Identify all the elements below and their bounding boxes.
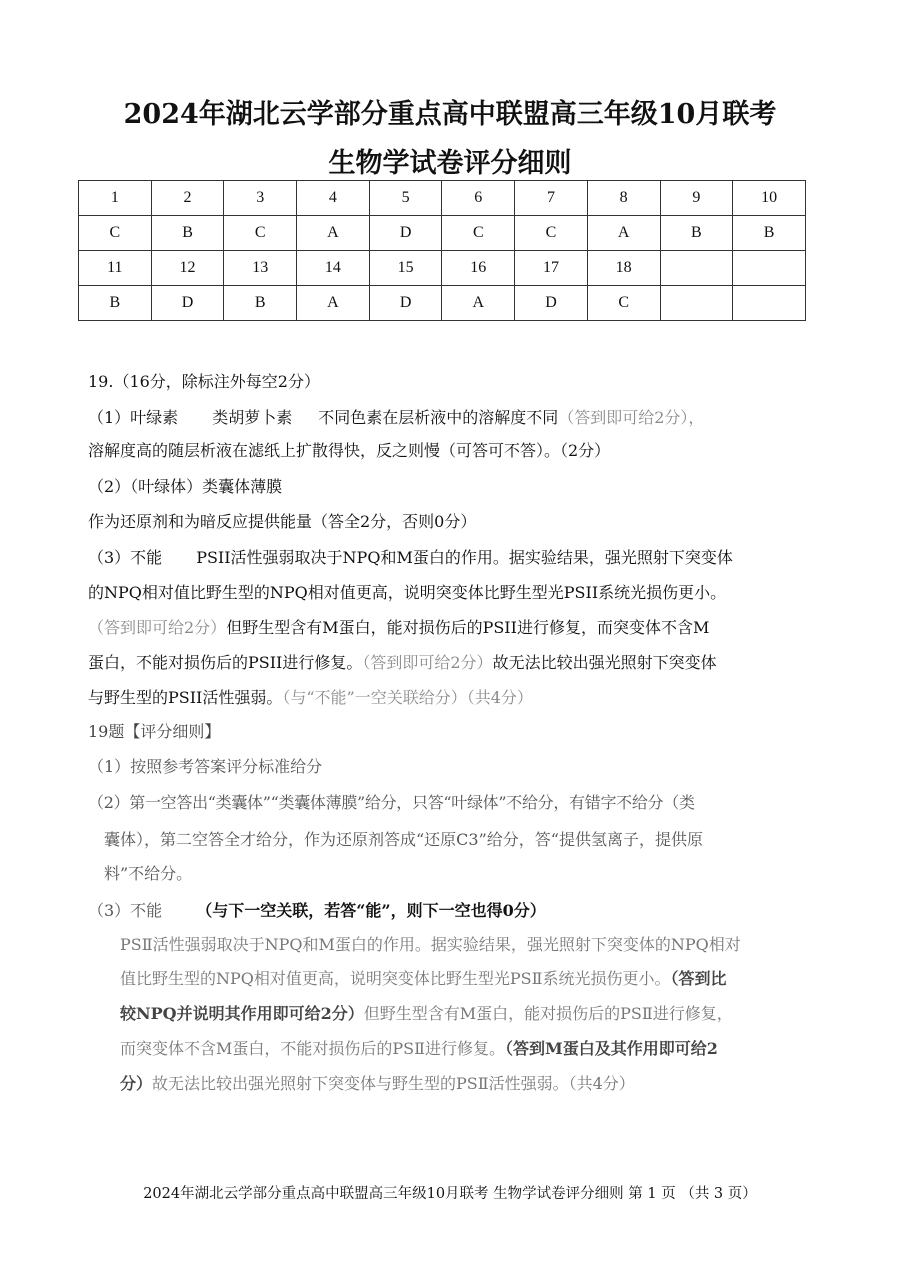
question-number-cell bbox=[660, 251, 733, 286]
q19-p1-line1 bbox=[88, 408, 704, 428]
answer-cell: A bbox=[297, 286, 370, 321]
rubric-3-note3: 较NPQ并说明其作用即可给2分） bbox=[120, 1004, 364, 1023]
answer-cell: A bbox=[442, 286, 515, 321]
q19-p3-note3: （与“不能”一空关联给分）（共4分） bbox=[282, 688, 533, 707]
rubric-3-note4: （答到M蛋白及其作用即可给2 bbox=[505, 1039, 718, 1058]
q19-p3-line4 bbox=[88, 653, 717, 673]
rubric-3-note2: （答到比 bbox=[670, 969, 727, 988]
question-number-cell: 16 bbox=[442, 251, 515, 286]
question-number-cell: 6 bbox=[442, 181, 515, 216]
answer-row bbox=[79, 216, 806, 251]
document-title: 2024年湖北云学部分重点高中联盟高三年级10月联考 bbox=[123, 99, 777, 130]
question-number-cell: 11 bbox=[79, 251, 152, 286]
q19-p3-line1 bbox=[88, 548, 733, 568]
answer-cell: C bbox=[224, 216, 297, 251]
q19-heading: 19.（16分，除标注外每空2分） bbox=[88, 372, 320, 391]
rubric-item-3-line4 bbox=[120, 1039, 718, 1059]
rubric-item-3-line5 bbox=[120, 1074, 635, 1094]
question-number-cell: 9 bbox=[660, 181, 733, 216]
rubric-item-3-note: （与下一空关联，若答“能”，则下一空也得0分） bbox=[196, 901, 546, 920]
rubric-heading: 19题【评分细则】 bbox=[88, 722, 221, 741]
q19-p3-note1: （答到即可给2分） bbox=[88, 618, 227, 637]
page-footer: 2024年湖北云学部分重点高中联盟高三年级10月联考 生物学试卷评分细则 第 1 页 （共 3 页） bbox=[143, 1186, 757, 1202]
question-number-row bbox=[79, 181, 806, 216]
question-number-cell: 3 bbox=[224, 181, 297, 216]
answer-cell bbox=[660, 286, 733, 321]
answer-table bbox=[78, 180, 806, 321]
question-number-cell: 7 bbox=[515, 181, 588, 216]
rubric-3-text2: 值比野生型的NPQ相对值更高，说明突变体比野生型光PSⅡ系统光损伤更小。 bbox=[120, 969, 671, 988]
question-number-cell bbox=[733, 251, 806, 286]
q19-p2-line1: （2）（叶绿体）类囊体薄膜 bbox=[88, 477, 283, 496]
rubric-item-1: （1）按照参考答案评分标准给分 bbox=[88, 757, 323, 776]
answer-cell: D bbox=[515, 286, 588, 321]
answer-cell: C bbox=[515, 216, 588, 251]
answer-cell bbox=[733, 286, 806, 321]
rubric-item-2-line2: 囊体），第二空答全才给分，作为还原剂答成“还原C3”给分，答“提供氢离子，提供原 bbox=[104, 830, 703, 849]
answer-cell: C bbox=[442, 216, 515, 251]
question-number-cell: 2 bbox=[151, 181, 224, 216]
rubric-item-3-line3 bbox=[120, 1004, 733, 1024]
answer-cell: D bbox=[369, 216, 442, 251]
q19-p3-note2: （答到即可给2分） bbox=[362, 653, 493, 672]
rubric-3-text5: 故无法比较出强光照射下突变体与野生型的PSⅡ活性强弱。（共4分） bbox=[152, 1074, 635, 1093]
question-number-cell: 17 bbox=[515, 251, 588, 286]
question-number-cell: 4 bbox=[297, 181, 370, 216]
q19-p3-line3 bbox=[88, 618, 709, 638]
question-number-cell: 15 bbox=[369, 251, 442, 286]
q19-p1-note: （答到即可给2分）， bbox=[558, 408, 705, 427]
question-number-row bbox=[79, 251, 806, 286]
question-number-cell: 10 bbox=[733, 181, 806, 216]
q19-p3-text4a: 蛋白，不能对损伤后的PSII进行修复。 bbox=[88, 653, 363, 672]
rubric-3-text3: 但野生型含有M蛋白，能对损伤后的PSⅡ进行修复， bbox=[363, 1004, 733, 1023]
answer-cell: A bbox=[587, 216, 660, 251]
rubric-item-3-line2 bbox=[120, 969, 727, 989]
question-number-cell: 8 bbox=[587, 181, 660, 216]
answer-cell: D bbox=[151, 286, 224, 321]
rubric-item-3-header bbox=[88, 901, 546, 921]
question-number-cell: 14 bbox=[297, 251, 370, 286]
answer-cell: B bbox=[224, 286, 297, 321]
answer-cell: B bbox=[660, 216, 733, 251]
rubric-item-3-line1: PSⅡ活性强弱取决于NPQ和M蛋白的作用。据实验结果，强光照射下突变体的NPQ相对 bbox=[120, 935, 741, 954]
rubric-3-note5: 分） bbox=[120, 1074, 153, 1093]
answer-cell: B bbox=[151, 216, 224, 251]
q19-p1-line2: 溶解度高的随层析液在滤纸上扩散得快，反之则慢（可答可不答）。（2分） bbox=[88, 441, 611, 460]
question-number-cell: 18 bbox=[587, 251, 660, 286]
q19-p1-blank3: 不同色素在层析液中的溶解度不同 bbox=[318, 408, 559, 427]
rubric-3-text4: 而突变体不含M蛋白，不能对损伤后的PSⅡ进行修复。 bbox=[120, 1039, 505, 1058]
answer-cell: B bbox=[79, 286, 152, 321]
rubric-item-2-line1: （2）第一空答出“类囊体”“类囊体薄膜”给分，只答“叶绿体”不给分，有错字不给分（类 bbox=[88, 793, 695, 812]
answer-cell: B bbox=[733, 216, 806, 251]
q19-p3-label: （3）不能 bbox=[88, 548, 163, 567]
document-subtitle: 生物学试卷评分细则 bbox=[328, 148, 572, 179]
q19-p3-text1: PSII活性强弱取决于NPQ和M蛋白的作用。据实验结果，强光照射下突变体 bbox=[196, 548, 733, 567]
question-number-cell: 13 bbox=[224, 251, 297, 286]
rubric-item-2-line3: 料”不给分。 bbox=[104, 864, 193, 883]
q19-p2-line2: 作为还原剂和为暗反应提供能量（答全2分，否则0分） bbox=[88, 512, 477, 531]
q19-p3-text4b: 故无法比较出强光照射下突变体 bbox=[492, 653, 717, 672]
q19-p3-line2: 的NPQ相对值比野生型的NPQ相对值更高，说明突变体比野生型光PSII系统光损伤更小。 bbox=[88, 583, 727, 602]
question-number-cell: 12 bbox=[151, 251, 224, 286]
q19-p3-line5 bbox=[88, 688, 533, 708]
answer-row bbox=[79, 286, 806, 321]
answer-cell: C bbox=[587, 286, 660, 321]
answer-cell: D bbox=[369, 286, 442, 321]
question-number-cell: 1 bbox=[79, 181, 152, 216]
question-number-cell: 5 bbox=[369, 181, 442, 216]
q19-p1-label: （1）叶绿素 bbox=[88, 408, 179, 427]
rubric-item-3-label: （3）不能 bbox=[88, 901, 163, 920]
answer-cell: C bbox=[79, 216, 152, 251]
q19-p3-text5: 与野生型的PSII活性强弱。 bbox=[88, 688, 283, 707]
q19-p1-blank2: 类胡萝卜素 bbox=[212, 408, 293, 427]
q19-p3-text3: 但野生型含有M蛋白，能对损伤后的PSII进行修复，而突变体不含M bbox=[226, 618, 710, 637]
answer-cell: A bbox=[297, 216, 370, 251]
